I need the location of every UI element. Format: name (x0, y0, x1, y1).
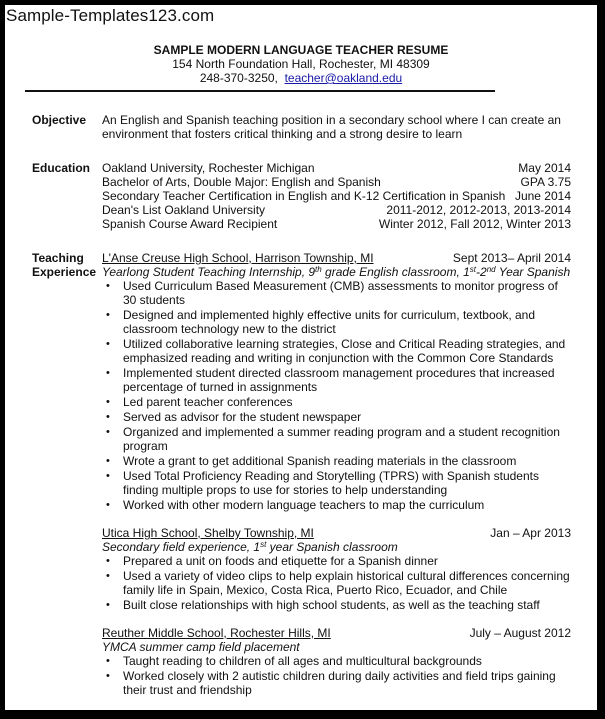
job-lanse-creuse (102, 251, 571, 512)
job-header (102, 526, 571, 540)
bullet-item: • Used Total Proficiency Reading and Storytelling (TPRS) with Spanish students finding multiple props to use for stories to help understanding (102, 469, 571, 497)
education-label: Education (32, 161, 91, 175)
job-dates: July – August 2012 (469, 626, 571, 640)
education-date: May 2014 (518, 161, 571, 175)
bullet-item: • Served as advisor for the student newspaper (102, 410, 571, 424)
job-utica (102, 526, 571, 612)
objective-section (5, 113, 597, 141)
education-item: Bachelor of Arts, Double Major: English and Spanish (102, 175, 381, 189)
job-role (102, 540, 571, 554)
education-row (102, 203, 571, 217)
education-row (102, 175, 571, 189)
education-section (5, 161, 597, 231)
bullet-item: • Designed and implemented highly effective units for curriculum, textbook, and classroom technology new to the district (102, 308, 571, 336)
bullet-item: • Wrote a grant to get additional Spanish reading materials in the classroom (102, 454, 571, 468)
job-reuther (102, 626, 571, 697)
experience-label-line1: Teaching (32, 251, 84, 265)
bullet-item: • Taught reading to children of all ages and multicultural backgrounds (102, 654, 571, 668)
experience-label (32, 251, 102, 279)
bullet-item: • Utilized collaborative learning strategies, Close and Critical Reading strategies, and emphasized reading and writing in conjunction with the Common Core Standards (102, 337, 571, 365)
bullet-item: • Worked closely with 2 autistic children during daily activities and field trips gaining their trust and friendship (102, 669, 571, 697)
bullet-item: • Used a variety of video clips to help explain historical cultural differences concerning family life in Spain, Mexico, Costa Rica, Puerto Rico, Ecuador, and Chile (102, 569, 571, 597)
objective-label: Objective (32, 113, 87, 127)
job-bullets (102, 654, 571, 697)
job-role-sup: st (260, 540, 267, 549)
resume-title: SAMPLE MODERN LANGUAGE TEACHER RESUME (153, 43, 449, 57)
resume-header (5, 43, 597, 85)
job-role-part: Yearlong Student Teaching Internship, 9 (102, 265, 316, 279)
bullet-item: • Used Curriculum Based Measurement (CMB) assessments to monitor progress of 30 students (102, 279, 571, 307)
job-school: Reuther Middle School, Rochester Hills, MI (102, 626, 331, 640)
job-role-part: Year Spanish (495, 265, 571, 279)
education-row (102, 189, 571, 203)
job-role-part: year Spanish classroom (266, 540, 398, 554)
bullet-item: • Led parent teacher conferences (102, 395, 571, 409)
bullet-item: • Worked with other modern language teachers to map the curriculum (102, 498, 571, 512)
education-date: June 2014 (514, 189, 571, 203)
watermark: Sample-Templates123.com (6, 6, 215, 25)
job-role-sup: th (315, 265, 322, 274)
job-role-part: -2 (476, 265, 487, 279)
resume-page (5, 5, 597, 710)
job-role-part: grade English classroom, 1 (321, 265, 470, 279)
job-header (102, 626, 571, 640)
objective-text: An English and Spanish teaching position in a secondary school where I can create an environment that fosters critical thinking and a strong desire to learn (102, 113, 561, 141)
education-row (102, 217, 571, 231)
job-bullets (102, 554, 571, 612)
job-dates: Sept 2013– April 2014 (452, 251, 571, 265)
job-school: L'Anse Creuse High School, Harrison Township, MI (102, 251, 374, 265)
bullet-item: • Implemented student directed classroom management procedures that increased percentage of turned in assignments (102, 366, 571, 394)
job-role-sup: st (469, 265, 477, 274)
job-role: YMCA summer camp field placement (102, 640, 300, 654)
education-date: Winter 2012, Fall 2012, Winter 2013 (378, 217, 571, 231)
job-bullets (102, 279, 571, 512)
education-list (102, 161, 571, 231)
job-role-sup: nd (486, 265, 496, 274)
address: 154 North Foundation Hall, Rochester, MI 48309 (172, 57, 430, 71)
phone: 248-370-3250, (199, 71, 278, 85)
bullet-item: • Built close relationships with high school students, as well as the teaching staff (102, 598, 571, 612)
job-role (102, 265, 571, 279)
education-date: GPA 3.75 (520, 175, 571, 189)
education-item: Secondary Teacher Certification in English and K-12 Certification in Spanish (102, 189, 506, 203)
education-item: Dean's List Oakland University (102, 203, 266, 217)
job-role-part: Secondary field experience, 1 (102, 540, 261, 554)
experience-list (102, 251, 571, 698)
job-dates: Jan – Apr 2013 (490, 526, 571, 540)
education-row (102, 161, 571, 175)
experience-section (5, 251, 597, 698)
job-school: Utica High School, Shelby Township, MI (102, 526, 314, 540)
header-divider (25, 90, 495, 92)
experience-label-line2: Experience (32, 265, 97, 279)
bullet-item: • Prepared a unit on foods and etiquette for a Spanish dinner (102, 554, 571, 568)
education-item: Spanish Course Award Recipient (102, 217, 278, 231)
education-item: Oakland University, Rochester Michigan (102, 161, 315, 175)
job-header (102, 251, 571, 265)
bullet-item: • Organized and implemented a summer reading program and a student recognition program (102, 425, 571, 453)
education-date: 2011-2012, 2012-2013, 2013-2014 (386, 203, 571, 217)
contact-line (5, 71, 597, 85)
email-link[interactable]: teacher@oakland.edu (284, 71, 403, 85)
